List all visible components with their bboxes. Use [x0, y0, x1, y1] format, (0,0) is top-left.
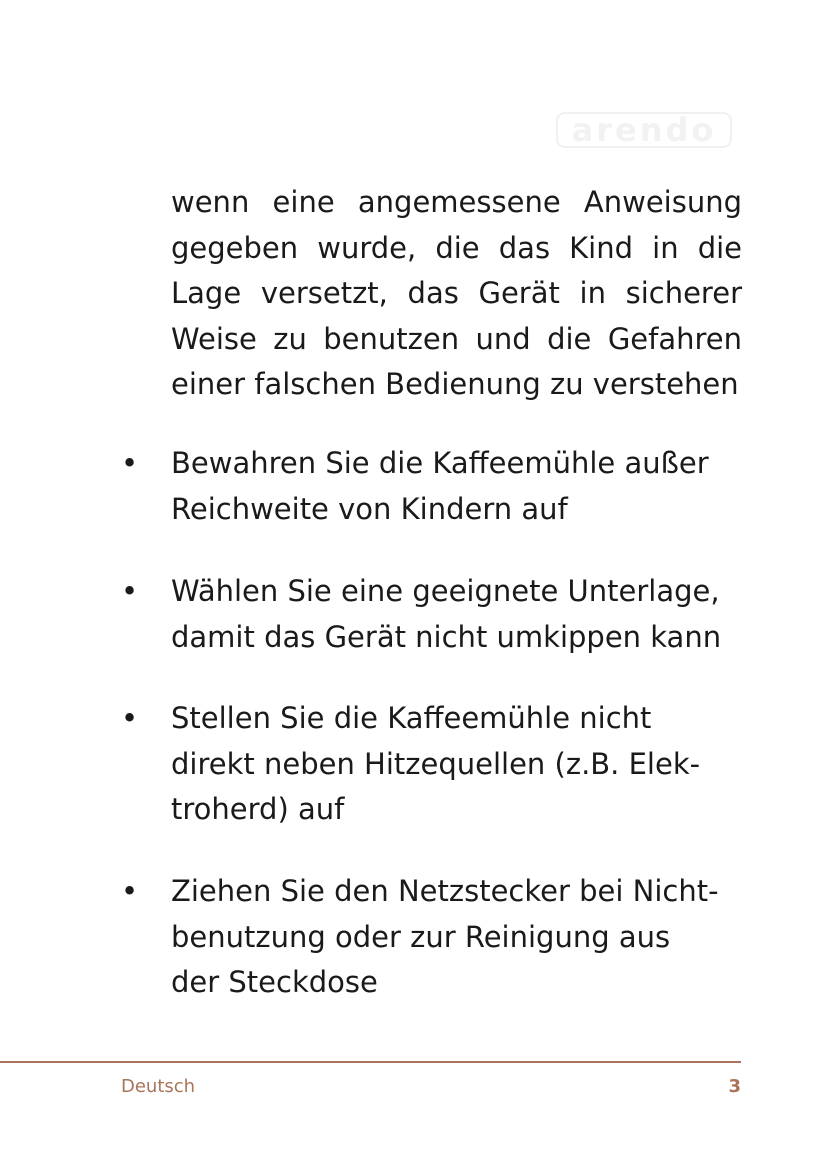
page-number: 3 [728, 1076, 741, 1097]
bullet-icon: • [121, 701, 139, 735]
list-item-text: Stellen Sie die Kaffeemühle nicht direkt neben Hitzequellen (z.B. Elek- troherd) auf [171, 701, 701, 826]
brand-logo-watermark: arendo [556, 112, 732, 148]
bullet-icon: • [121, 574, 139, 608]
intro-paragraph: wenn eine angemessene Anweisung gegeben wurde, die das Kind in die Lage versetzt, das Gerät in sicherer Weise zu benutzen und die Gefahren einer falschen Bedienung zu verstehen [171, 185, 742, 401]
list-item-text: Ziehen Sie den Netzstecker bei Nicht- benutzung oder zur Reinigung aus der Steckdose [171, 874, 719, 999]
list-item-text: Wählen Sie eine geeignete Unterlage, damit das Gerät nicht umkippen kann [171, 574, 722, 654]
bullet-icon: • [121, 874, 139, 908]
footer-language: Deutsch [121, 1076, 196, 1097]
footer-divider [0, 1061, 741, 1063]
bullet-icon: • [121, 446, 139, 480]
list-item-text: Bewahren Sie die Kaffeemühle außer Reichweite von Kindern auf [171, 446, 709, 526]
